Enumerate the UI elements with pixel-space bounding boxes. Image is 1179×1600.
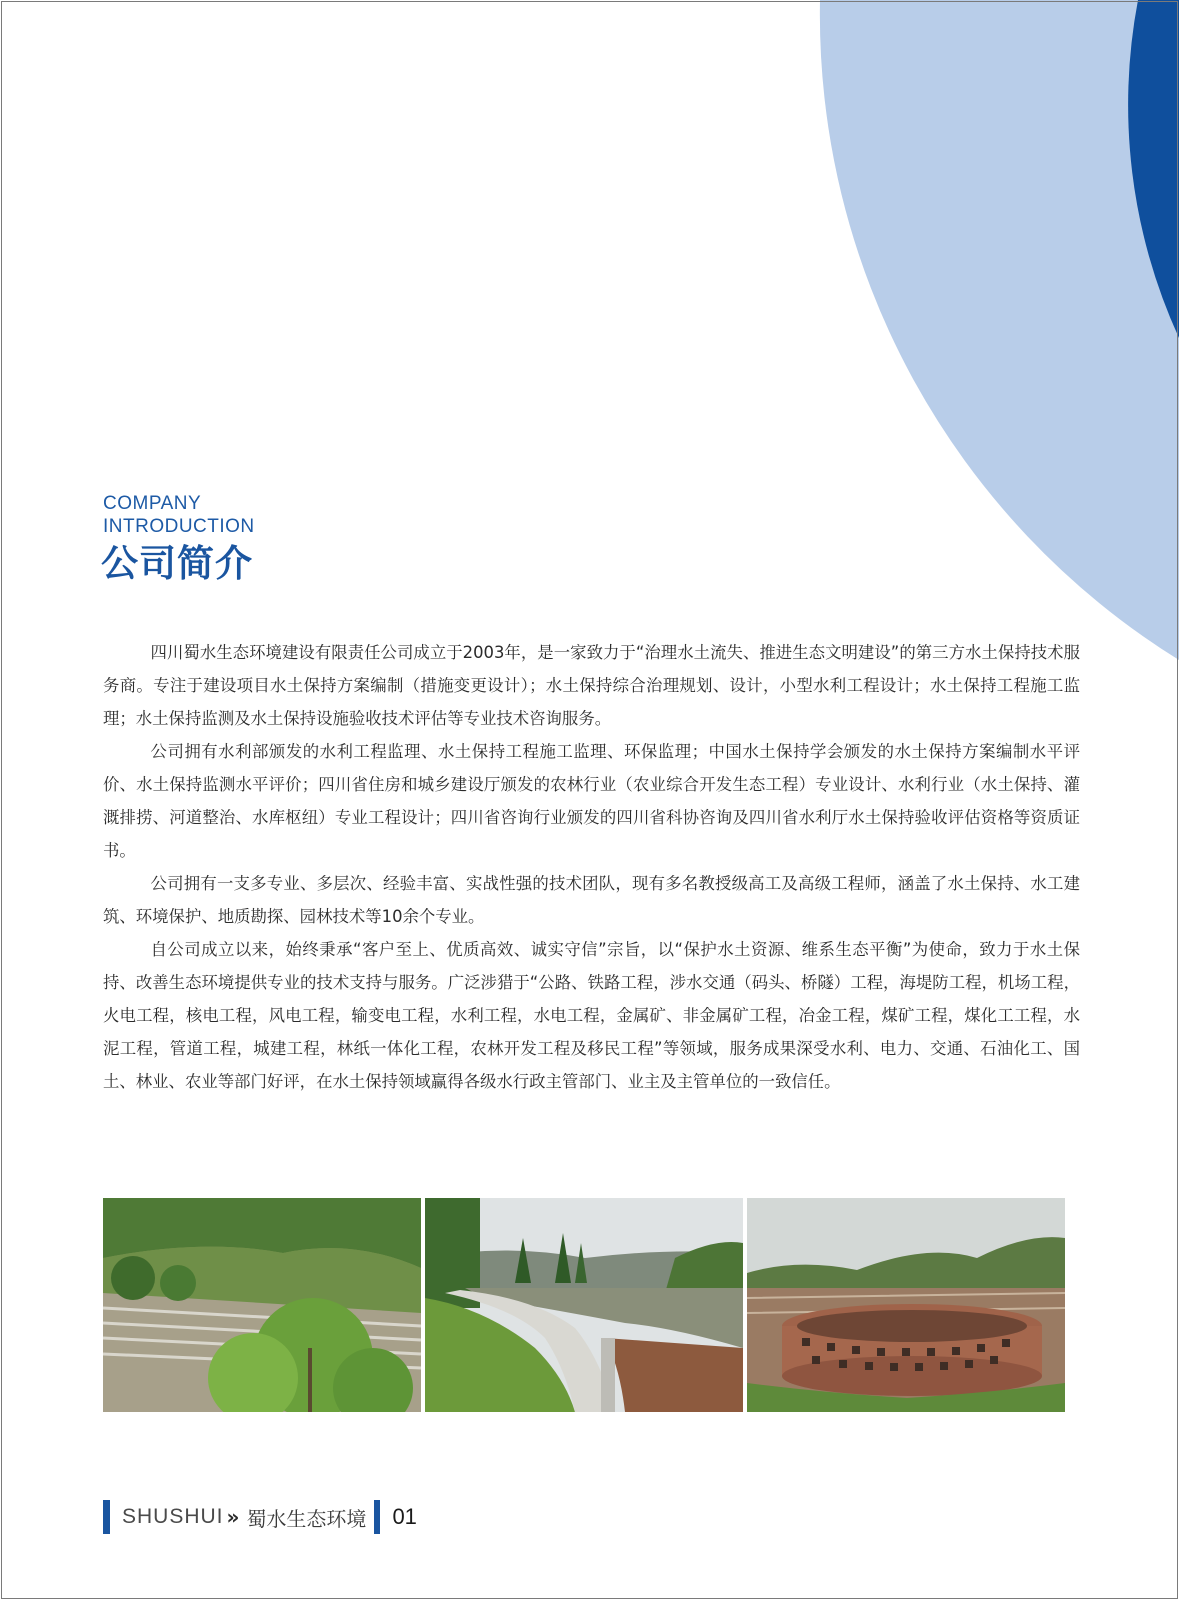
paragraph: 公司拥有水利部颁发的水利工程监理、水土保持工程施工监理、环保监理；中国水土保持学会颁发的水土保持方案编制水平评价、水土保持监测水平评价；四川省住房和城乡建设厅颁发的农林行业（农业综合开发生态工程）专业设计、水利行业（水土保持、灌溉排捞、河道整治、水库枢纽）专业工程设计；四川省咨询行业颁发的四川省科协咨询及四川省水利厅水土保持验收评估资格等资质证书。	[103, 742, 1080, 860]
section-heading-english	[103, 492, 255, 538]
photo-terraced-slope	[103, 1198, 421, 1412]
light-blue-arc	[820, 0, 1179, 660]
footer-divider-bar	[374, 1500, 380, 1534]
paragraph: 四川蜀水生态环境建设有限责任公司成立于2003年，是一家致力于“治理水土流失、推进生态文明建设”的第三方水土保持技术服务商。专注于建设项目水土保持方案编制（措施变更设计）；水土保持综合治理规划、设计，小型水利工程设计；水土保持工程施工监理；水土保持监测及水土保持设施验收技术评估等专业技术咨询服务。	[103, 643, 1080, 728]
photo-pond-path	[425, 1198, 743, 1412]
photo-brick-cistern	[747, 1198, 1065, 1412]
introduction-text	[103, 636, 1080, 1098]
heading-en-line1: COMPANY	[103, 493, 202, 514]
footer-tagline: 蜀水生态环境	[246, 1506, 367, 1531]
footer-accent-bar	[103, 1500, 110, 1534]
section-heading-chinese: 公司简介	[101, 542, 253, 585]
double-chevron-icon: »	[226, 1505, 235, 1529]
paragraph: 自公司成立以来，始终秉承“客户至上、优质高效、诚实守信”宗旨，以“保护水土资源、维系生态平衡”为使命，致力于水土保持、改善生态环境提供专业的技术支持与服务。广泛涉猎于“公路、铁路工程，涉水交通（码头、桥隧）工程，海堤防工程，机场工程，火电工程，核电工程，风电工程，输变电工程，水利工程，水电工程，金属矿、非金属矿工程，冶金工程，煤矿工程，煤化工工程，水泥工程，管道工程，城建工程，林纸一体化工程，农林开发工程及移民工程”等领域，服务成果深受水利、电力、交通、石油化工、国土、林业、农业等部门好评，在水土保持领域赢得各级水行政主管部门、业主及主管单位的一致信任。	[103, 940, 1080, 1091]
footer-brand: SHUSHUI	[122, 1505, 224, 1528]
heading-en-line2: INTRODUCTION	[103, 516, 255, 537]
paragraph: 公司拥有一支多专业、多层次、经验丰富、实战性强的技术团队，现有多名教授级高工及高级工程师，涵盖了水土保持、水工建筑、环境保护、地质勘探、园林技术等10余个专业。	[103, 874, 1080, 926]
page-number: 01	[392, 1504, 417, 1529]
page-footer	[103, 1500, 417, 1534]
